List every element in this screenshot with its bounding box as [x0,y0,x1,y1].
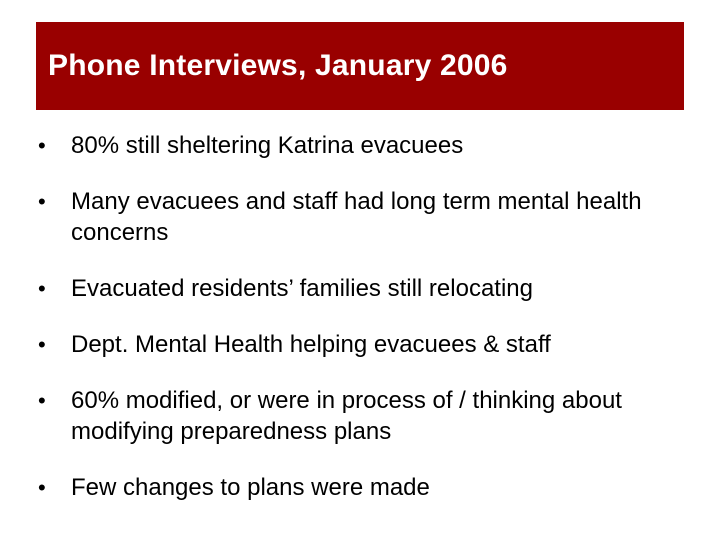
bullet-item [36,130,696,161]
bullet-item [36,385,696,447]
bullet-text: Many evacuees and staff had long term mental health concerns [71,188,642,246]
bullet-dot-icon: • [38,388,46,413]
bullet-dot-icon: • [38,276,46,301]
bullet-dot-icon: • [38,332,46,357]
bullet-item [36,273,696,304]
bullet-item [36,186,696,248]
bullet-text: Evacuated residents’ families still relocating [71,275,533,302]
bullet-item [36,472,696,503]
bullet-text: 80% still sheltering Katrina evacuees [71,132,464,159]
bullet-dot-icon: • [38,475,46,500]
slide-title: Phone Interviews, January 2006 [48,49,508,82]
bullet-dot-icon: • [38,189,46,214]
bullet-item [36,329,696,360]
title-banner [36,22,684,110]
bullet-text: Dept. Mental Health helping evacuees & staff [71,331,551,358]
bullet-dot-icon: • [38,133,46,158]
bullet-list [36,130,696,528]
bullet-text: Few changes to plans were made [71,474,430,501]
bullet-text: 60% modified, or were in process of / thinking about modifying preparedness plans [71,387,622,445]
